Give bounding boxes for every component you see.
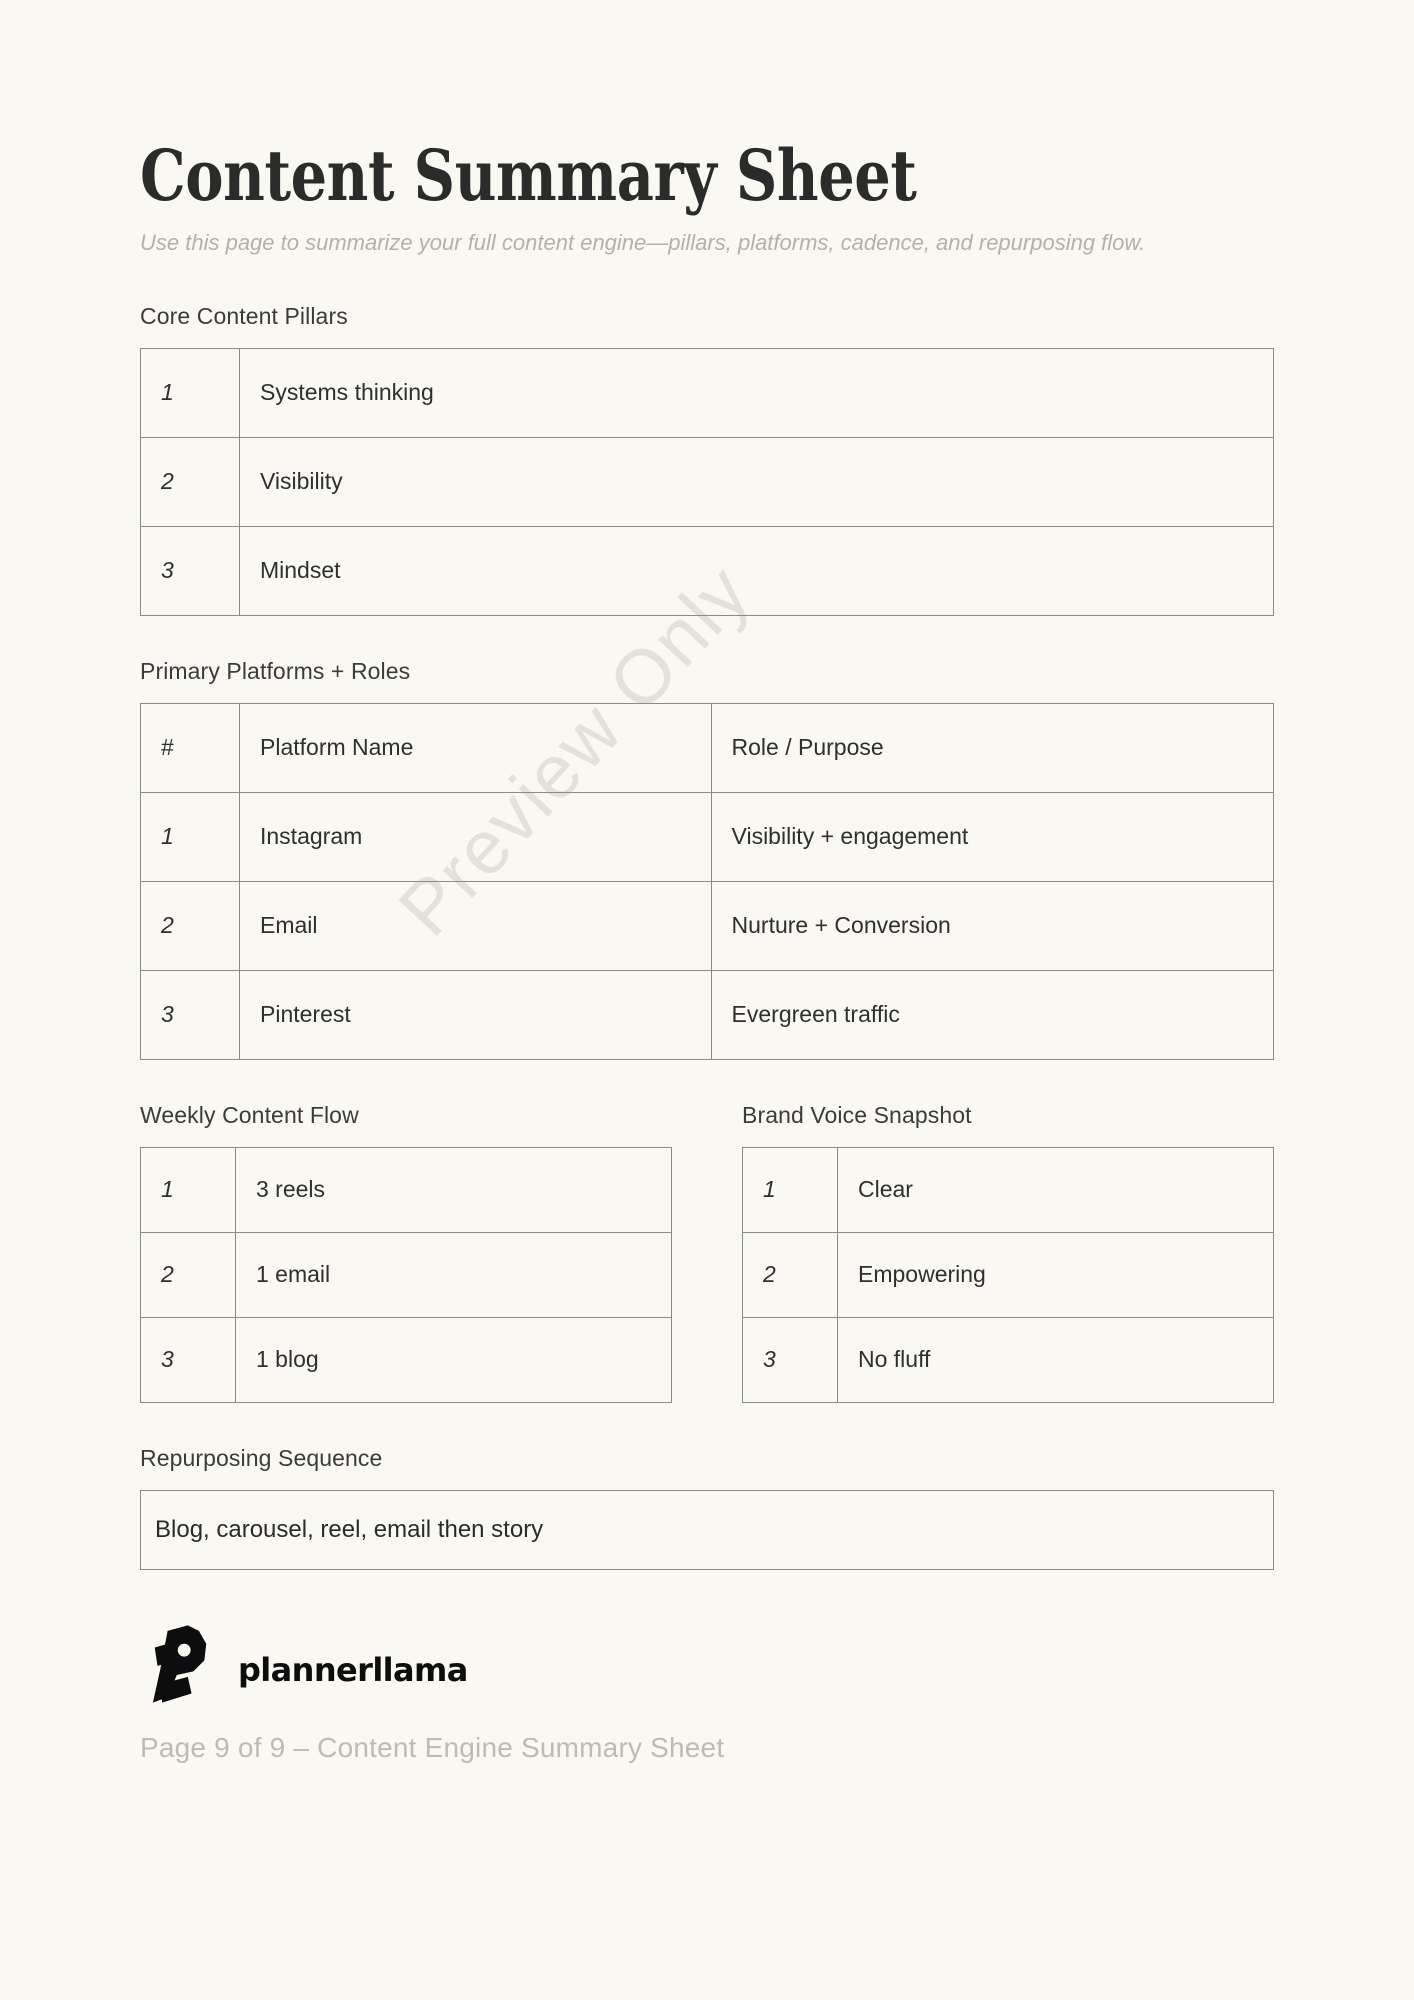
repurposing-sequence-field[interactable]: Blog, carousel, reel, email then story [140, 1490, 1274, 1570]
platforms-table [140, 703, 1274, 1060]
section-core-content-pillars [140, 303, 1274, 616]
row-number: 2 [141, 437, 240, 526]
row-number: 3 [141, 970, 240, 1059]
table-row[interactable] [141, 792, 1274, 881]
table-row[interactable] [141, 970, 1274, 1059]
row-number: 3 [743, 1317, 838, 1402]
row-number: 2 [141, 1232, 236, 1317]
platform-name-value[interactable]: Email [240, 881, 712, 970]
table-row[interactable] [141, 348, 1274, 437]
row-number: 1 [141, 792, 240, 881]
column-header-role-purpose: Role / Purpose [711, 703, 1273, 792]
column-header-number: # [141, 703, 240, 792]
platform-role-value[interactable]: Evergreen traffic [711, 970, 1273, 1059]
row-number: 2 [743, 1232, 838, 1317]
row-number: 2 [141, 881, 240, 970]
pillar-value[interactable]: Systems thinking [240, 348, 1274, 437]
weekly-flow-value[interactable]: 1 email [236, 1232, 672, 1317]
brand-voice-value[interactable]: No fluff [838, 1317, 1274, 1402]
plannerllama-logo-icon [140, 1618, 232, 1710]
page-title: Content Summary Sheet [140, 134, 917, 217]
platform-role-value[interactable]: Visibility + engagement [711, 792, 1273, 881]
table-row[interactable] [141, 437, 1274, 526]
watermark-text: Preview Only [383, 548, 767, 952]
row-number: 3 [141, 1317, 236, 1402]
section-primary-platforms [140, 658, 1274, 1060]
brand-voice-value[interactable]: Clear [838, 1147, 1274, 1232]
table-row[interactable] [743, 1147, 1274, 1232]
platform-name-value[interactable]: Instagram [240, 792, 712, 881]
weekly-flow-value[interactable]: 3 reels [236, 1147, 672, 1232]
table-row[interactable] [141, 881, 1274, 970]
row-number: 1 [743, 1147, 838, 1232]
section-weekly-and-voice [140, 1102, 1274, 1403]
pillar-value[interactable]: Mindset [240, 526, 1274, 615]
platform-role-value[interactable]: Nurture + Conversion [711, 881, 1273, 970]
table-header-row [141, 703, 1274, 792]
pillar-value[interactable]: Visibility [240, 437, 1274, 526]
brand-voice-table [742, 1147, 1274, 1403]
section-label-brand-voice: Brand Voice Snapshot [742, 1101, 972, 1128]
section-label-weekly-flow: Weekly Content Flow [140, 1101, 359, 1128]
row-number: 1 [141, 348, 240, 437]
brand-wordmark: plannerllama [238, 1650, 468, 1689]
column-header-platform-name: Platform Name [240, 703, 712, 792]
table-row[interactable] [141, 1232, 672, 1317]
section-brand-voice-snapshot [742, 1102, 1274, 1403]
section-weekly-content-flow [140, 1102, 672, 1403]
table-row[interactable] [141, 1317, 672, 1402]
row-number: 1 [141, 1147, 236, 1232]
platform-name-value[interactable]: Pinterest [240, 970, 712, 1059]
page-footer [140, 1618, 1274, 1764]
table-row[interactable] [743, 1232, 1274, 1317]
table-row[interactable] [743, 1317, 1274, 1402]
brand-voice-value[interactable]: Empowering [838, 1232, 1274, 1317]
page-subtitle: Use this page to summarize your full content engine—pillars, platforms, cadence, and repurposing flow. [140, 230, 1146, 256]
table-row[interactable] [141, 526, 1274, 615]
section-label-repurposing: Repurposing Sequence [140, 1444, 383, 1471]
brand-logo [140, 1618, 1274, 1710]
row-number: 3 [141, 526, 240, 615]
pillars-table [140, 348, 1274, 616]
page-number-note: Page 9 of 9 – Content Engine Summary Sheet [140, 1731, 725, 1763]
weekly-flow-table [140, 1147, 672, 1403]
table-row[interactable] [141, 1147, 672, 1232]
section-label-pillars: Core Content Pillars [140, 302, 348, 329]
section-label-platforms: Primary Platforms + Roles [140, 657, 411, 684]
weekly-flow-value[interactable]: 1 blog [236, 1317, 672, 1402]
section-repurposing-sequence [140, 1445, 1274, 1570]
